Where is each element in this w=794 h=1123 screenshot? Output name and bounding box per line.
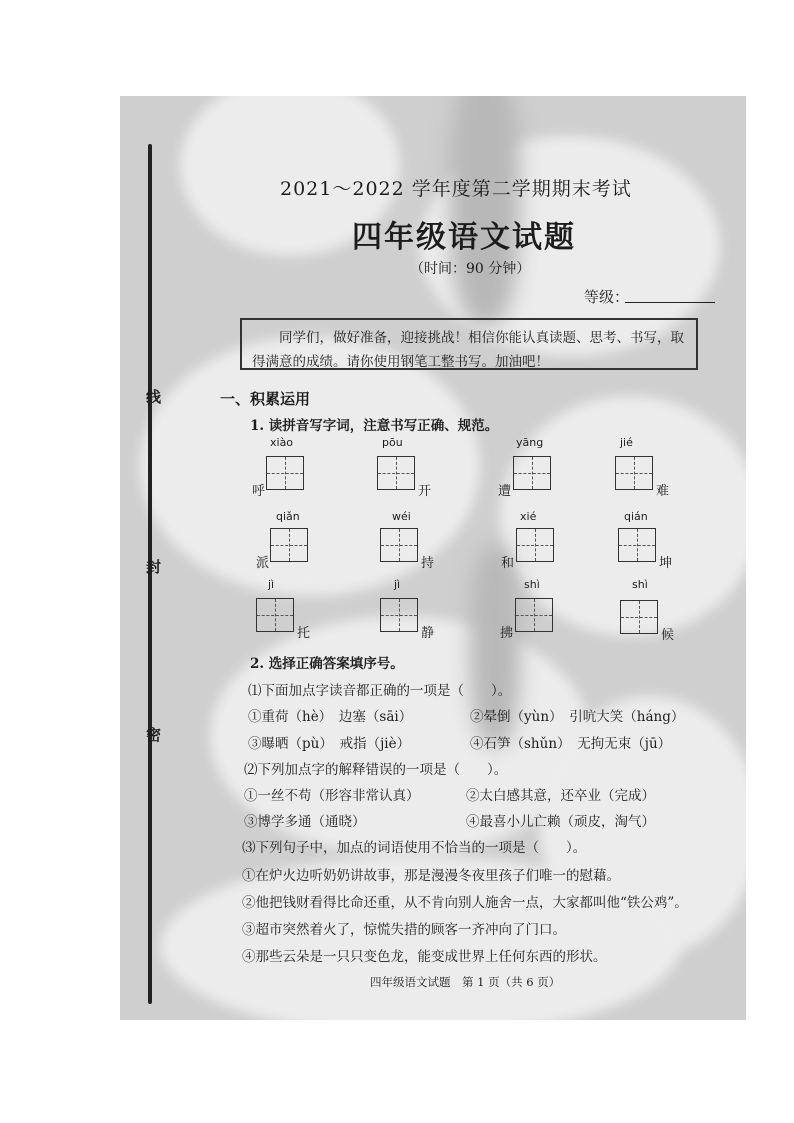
option-3b: ②他把钱财看得比命还重，从不肯向别人施舍一点，大家都叫他“铁公鸡”。	[242, 895, 688, 911]
section-1-title: 一、积累运用	[220, 390, 311, 408]
option-2a: ①一丝不苟（形容非常认真）	[244, 788, 420, 804]
sub-question-2: ⑵下列加点字的解释错误的一项是（ ）。	[244, 762, 508, 778]
word-char: 难	[656, 484, 670, 499]
grade-blank	[625, 302, 715, 303]
word-char: 开	[418, 484, 432, 499]
binding-char-xian: 线	[146, 388, 162, 406]
option-3d: ④那些云朵是一只只变色龙，能变成世界上任何东西的形状。	[242, 949, 607, 965]
option-1a: ①重荷（hè） 边塞（sāi）	[248, 709, 413, 725]
writing-box[interactable]	[515, 598, 553, 632]
writing-box[interactable]	[256, 598, 294, 632]
binding-char-feng: 封	[146, 558, 162, 576]
word-char: 坤	[659, 556, 673, 571]
option-2c: ③博学多通（通晓）	[244, 814, 366, 830]
exam-year-title: 2021～2022 学年度第二学期期末考试	[280, 178, 632, 200]
writing-box[interactable]	[615, 456, 653, 490]
pinyin-label: xiào	[270, 436, 294, 449]
option-1b: ②晕倒（yùn） 引吭大笑（háng）	[470, 709, 685, 725]
word-char: 托	[297, 626, 311, 641]
option-1c: ③曝晒（pù） 戒指（jiè）	[248, 736, 411, 752]
sub-question-1: ⑴下面加点字读音都正确的一项是（ ）。	[248, 683, 512, 699]
page-title: 四年级语文试题	[352, 220, 576, 255]
word-char: 持	[421, 556, 435, 571]
pinyin-label: wéi	[392, 510, 411, 523]
pinyin-label: jié	[620, 436, 633, 449]
option-1d: ④石笋（shǔn） 无拘无束（jū）	[470, 736, 672, 752]
exam-paper-photo	[120, 96, 746, 1020]
writing-box[interactable]	[618, 528, 656, 562]
writing-box[interactable]	[380, 528, 418, 562]
question-1-title: 1. 读拼音写字词，注意书写正确、规范。	[250, 418, 499, 434]
writing-box[interactable]	[270, 528, 308, 562]
word-char: 遭	[498, 484, 512, 499]
page-footer: 四年级语文试题 第 1 页（共 6 页）	[370, 975, 561, 989]
writing-box[interactable]	[377, 456, 415, 490]
grade-label: 等级：	[584, 288, 630, 306]
word-char: 派	[256, 556, 270, 571]
writing-box[interactable]	[380, 598, 418, 632]
binding-char-mi: 密	[146, 726, 162, 744]
pinyin-label: qiǎn	[276, 510, 300, 523]
pinyin-label: qián	[624, 510, 648, 523]
option-2b: ②太白感其意，还卒业（完成）	[466, 788, 655, 804]
word-char: 和	[501, 556, 515, 571]
pinyin-label: jì	[268, 578, 275, 591]
pinyin-label: shì	[524, 578, 540, 591]
writing-box[interactable]	[516, 528, 554, 562]
word-char: 拂	[500, 626, 514, 641]
pinyin-label: shì	[632, 578, 648, 591]
question-2-title: 2. 选择正确答案填序号。	[250, 656, 404, 672]
word-char: 静	[421, 626, 435, 641]
word-char: 候	[661, 628, 675, 643]
pinyin-label: pōu	[382, 436, 403, 449]
notice-box: 同学们，做好准备，迎接挑战！相信你能认真读题、思考、书写，取得满意的成绩。请你使用钢笔工整书写。加油吧！	[240, 318, 698, 370]
pinyin-label: xié	[520, 510, 537, 523]
word-char: 呼	[252, 484, 266, 499]
writing-box[interactable]	[513, 456, 551, 490]
option-2d: ④最喜小儿亡赖（顽皮，淘气）	[466, 814, 655, 830]
writing-box[interactable]	[266, 456, 304, 490]
writing-box[interactable]	[620, 600, 658, 634]
pinyin-label: yāng	[516, 436, 544, 449]
sub-question-3: ⑶下列句子中，加点的词语使用不恰当的一项是（ ）。	[242, 840, 587, 856]
exam-time: （时间：90 分钟）	[410, 261, 531, 277]
option-3a: ①在炉火边听奶奶讲故事，那是漫漫冬夜里孩子们唯一的慰藉。	[242, 868, 620, 884]
pinyin-label: jì	[394, 578, 401, 591]
option-3c: ③超市突然着火了，惊慌失措的顾客一齐冲向了门口。	[242, 922, 566, 938]
